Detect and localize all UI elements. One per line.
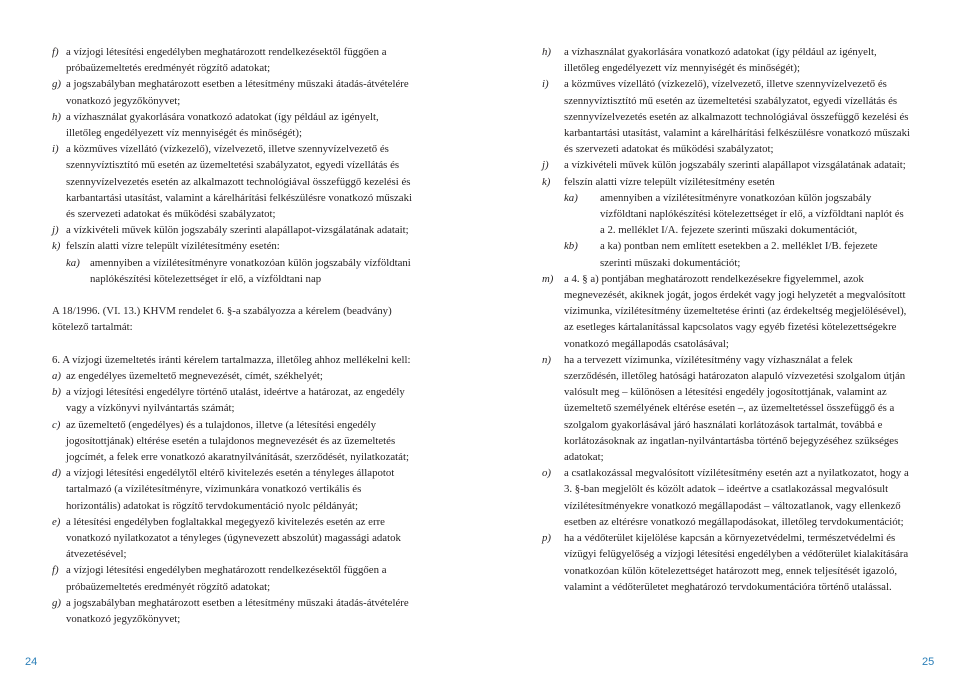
list-item: j) a vízkivételi művek külön jogszabály szerinti alapállapot-vizsgálatának adatait;: [52, 224, 409, 237]
list-item: b) a vízjogi létesítési engedélyre történő utalást, ideértve a határozat, az engedély vagy a vízkönyvi nyilvántartás számát;: [52, 386, 405, 415]
list-item: a) az engedélyes üzemeltető megnevezését, címét, székhelyét;: [52, 370, 323, 383]
right-page: [542, 44, 910, 595]
list-item: j) a vízkivételi művek külön jogszabály szerinti alapállapot vizsgálatának adatait;: [542, 159, 906, 172]
list-item: c) az üzemeltető (engedélyes) és a tulajdonos, illetve (a létesítési engedély jogosítottjának) eltérése esetén a tulajdonos megnevezését és az üzemeltetés jogcímét, a felek erre vonatkozó akaratnyilvánítását, szerződését, nyilatkozatát;: [52, 418, 409, 464]
list-item: h) a vízhasználat gyakorlására vonatkozó adatokat (így például az igényelt, illetőleg engedélyezett víz mennyiségét és minőségét);: [52, 110, 379, 140]
list-item: d) a vízjogi létesítési engedélytől eltérő kivitelezés esetén a tényleges állapotot tartalmazó (a vízilétesítményre, vízimunkára vonatkozó vertikális és horizontális) adatokat is rögzítő tervdokumentáció nyolc példányát;: [52, 467, 395, 512]
sub-list-item: ka) amennyiben a vízilétesítményre vonatkozóan külön jogszabály vízföldtani naplókészítési kötelezettséget ír elő, a vízföldtani naplót és a 2. melléklet I/A. fejezete szerinti műszaki dokumentációt,: [564, 191, 904, 237]
list-item: m) a 4. § a) pontjában meghatározott rendelkezésekre figyelemmel, azok megnevezését, akiknek jogát, jogos érdekét vagy jogi helyzetét a megvalósított vízimunka, vízilétesítmény üzemeltetése érinti (az érdekeltség megjelölésével), az esetleges kártalanítással kapcsolatos vagy egyéb fizetési kötelezettségekre vonatkozó megállapodás csatolásával;: [542, 272, 907, 350]
section-heading: A 18/1996. (VI. 13.) KHVM rendelet 6. §-a szabályozza a kérelem (beadvány) kötelező tartalmát:: [52, 305, 392, 334]
page-number-right: 25: [922, 656, 935, 668]
list-item: i) a közműves vízellátó (vízkezelő), vízelvezető, illetve szennyvízelvezető és szennyvíztisztító mű esetén az üzemeltetési szabályzatot, egyedi vízellátás és szennyvízelvezetés esetén az alkalmazott technológiával összefüggő kezelési és karbantartási utasítást, valamint a kárelhárítási felkészülésre vonatkozó műszaki és szervezeti adatokat és működési szabályzatot;: [52, 143, 412, 221]
list-item: k) felszín alatti vízre települt vízilétesítmény esetén:: [52, 240, 280, 253]
list-item: i) a közműves vízellátó (vízkezelő), vízelvezető, illetve szennyvízelvezető és szennyvíztisztító mű esetén az üzemeltetési szabályzatot, egyedi vízellátás és szennyvízelvezetés esetén az alkalmazott technológiával összefüggő kezelési és karbantartási utasítást, valamint a kárelhárítási felkészülésre vonatkozó műszaki és szervezeti adatokat és működési szabályzatot;: [542, 78, 910, 156]
list-item: h) a vízhasználat gyakorlására vonatkozó adatokat (így például az igényelt, illetőleg engedélyezett víz mennyiségét és minőségét);: [542, 46, 877, 75]
list-item: o) a csatlakozással megvalósított vízilétesítmény esetén azt a nyilatkozatot, hogy a 3. §-ban megjelölt és közölt adatok – ideértve a csatlakozással megvalósult vízilétesítményekre vonatkozó megállapodást – változatlanok, vagy ellenkező esetben az eltérésre vonatkozó megállapodásokat, illetőleg tervdokumentációt;: [542, 467, 909, 528]
list-item: k) felszín alatti vízre települt vízilétesítmény esetén: [542, 175, 775, 188]
list-item: f) a vízjogi létesítési engedélyben meghatározott rendelkezésektől függően a próbaüzemeltetés eredményét rögzítő adatokat;: [52, 564, 387, 593]
list-item: g) a jogszabályban meghatározott esetben a létesítmény műszaki átadás-átvételére vonatkozó jegyzőkönyvet;: [52, 78, 409, 107]
list-item: p) ha a védőterület kijelölése kapcsán a környezetvédelmi, természetvédelmi és vízügyi felügyelőség a vízjogi létesítési engedélyben a védőterület kialakítására vonatkozóan külön kötelezettséget határozott meg, ennek teljesítését igazoló, valamint a védőterületet meghatározó tervdokumentációra történő utalással.: [542, 532, 909, 593]
sub-list-item: ka) amennyiben a vízilétesítményre vonatkozóan külön jogszabály vízföldtani naplókészítési kötelezettséget ír elő, a vízföldtani nap: [66, 256, 411, 285]
sub-list-item: kb) a ka) pontban nem említett esetekben a 2. melléklet I/B. fejezete szerinti műszaki dokumentációt;: [564, 240, 878, 269]
list-item: g) a jogszabályban meghatározott esetben a létesítmény műszaki átadás-átvételére vonatkozó jegyzőkönyvet;: [52, 596, 409, 626]
list-item: n) ha a tervezett vízimunka, vízilétesítmény vagy vízhasználat a felek szerződésén, illetőleg hatósági határozaton alapuló vízvezetési szolgalom útján valósult meg – különösen a létesítési engedély jogosítottjának, valamint az üzemeltető személyének eltérése esetén –, az üzemeltetéssel összefüggő és a szolgalom gyakorlásával járó használati korlátozások tartalmát, továbbá e korlátozásoknak az ingatlan-nyilvántartásba történő bejegyzéséhez szükséges adatokat;: [542, 353, 906, 464]
page-number-left: 24: [25, 656, 38, 668]
list-item: e) a létesítési engedélyben foglaltakkal megegyező kivitelezés esetén az erre vonatkozó nyilatkozatot a tényleges (úgynevezett abszolút) magassági adatok átvezetésével;: [52, 515, 401, 561]
list-item: f) a vízjogi létesítési engedélyben meghatározott rendelkezésektől függően a próbaüzemeltetés eredményét rögzítő adatokat;: [52, 46, 387, 75]
left-page: [52, 44, 414, 627]
paragraph-intro: 6. A vízjogi üzemeltetés iránti kérelem tartalmazza, illetőleg ahhoz mellékelni kell:: [52, 353, 411, 366]
